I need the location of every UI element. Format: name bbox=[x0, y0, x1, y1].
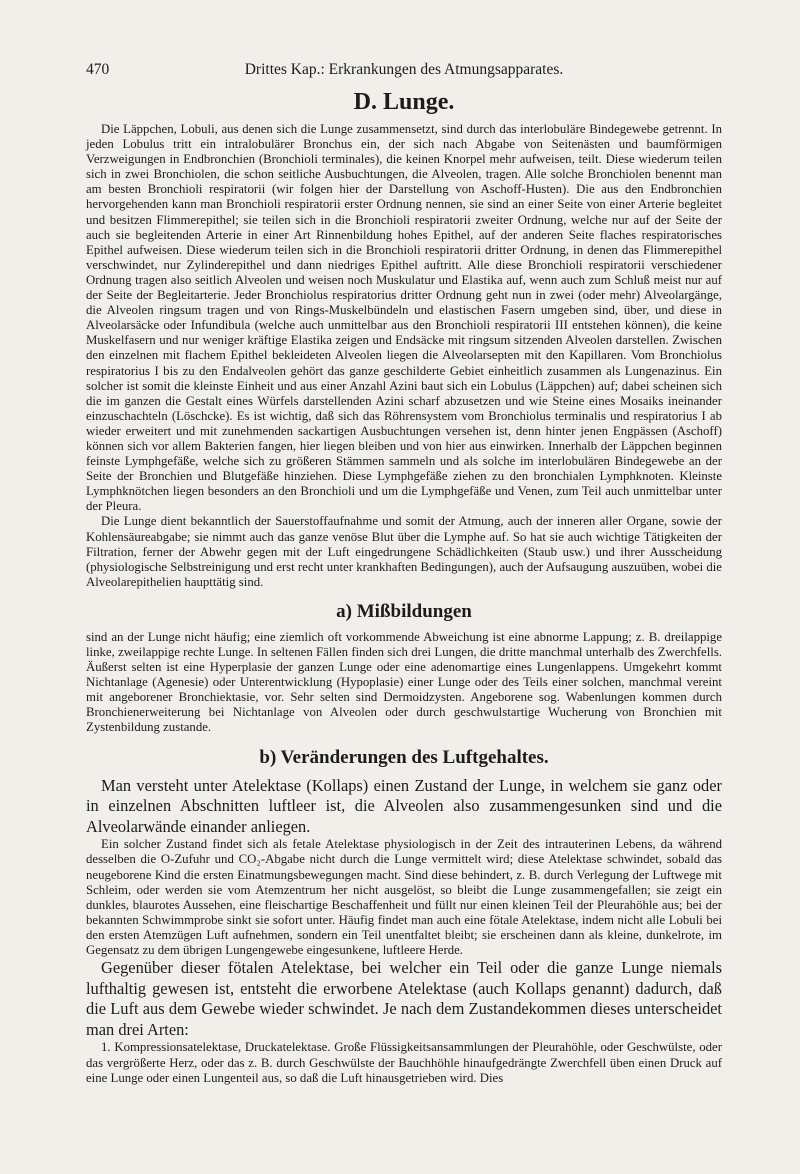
fetale-atelektase-paragraph: Ein solcher Zustand findet sich als fetale Atelektase physiologisch in der Zeit des intrauterinen Lebens, da während desselben die O-Zufuhr und CO₂-Abgabe nicht durch die Lunge vermittelt wird; diese Atelektase schwindet, sobald das neugeborene Kind die ersten Einatmungsbewegungen macht. Sind diese behindert, z. B. durch Verlegung der Luftwege mit Schleim, oder werden sie vom Atemzentrum her nicht ausgelöst, so bleibt die Lunge zusammengefallen; sie zeigt ein dunkles, blaurotes Aussehen, eine fleischartige Beschaffenheit und füllt nur einen kleinen Teil der Pleurahöhle aus; bei der bekannten Schwimmprobe sinkt sie sofort unter. Häufig findet man auch eine fötale Atelektase, indem nicht alle Lobuli bei den ersten Atemzügen Luft aufnehmen, sondern ein Teil unentfaltet bleibt; sie erscheinen dann als kleine, dunkelrote, im Gegensatz zu dem übrigen Lungengewebe eingesunkene, luftleere Herde. bbox=[86, 837, 722, 957]
section-a-paragraph: sind an der Lunge nicht häufig; eine ziemlich oft vorkommende Abweichung ist eine abnorme Lappung; z. B. dreilappige linke, zweilappige rechte Lunge. In seltenen Fällen finden sich drei Lungen, die dritte manchmal unterhalb des Zwerchfells. Äußerst selten ist eine Hyperplasie der ganzen Lunge oder eine adenomartige eines Lungenlappens. Umgekehrt kommt Nichtanlage (Agenesie) oder Unterentwicklung (Hypoplasie) einer Lunge oder des Teils einer solchen, manchmal vereint mit angeborener Bronchiektasie, vor. Sehr selten sind Dermoidzysten. Angeborene sog. Wabenlungen kommen durch Bronchienerweiterung bei Nichtanlage von Alveolen oder durch geschwulstartige Wucherung von Bronchien mit Zystenbildung zustande. bbox=[86, 629, 722, 735]
kompressionsatelektase-paragraph: 1. Kompressionsatelektase, Druckatelektase. Große Flüssigkeitsansammlungen der Pleurahöhle, oder Geschwülste, oder das vergrößerte Herz, oder das z. B. durch Geschwülste der Bauchhöhle hinaufgedrängte Zwerchfell üben einen Druck auf eine Lunge oder einen Lungenteil aus, so daß die Luft hinausgetrieben wird. Dies bbox=[86, 1040, 722, 1085]
chapter-title: D. Lunge. bbox=[353, 89, 455, 115]
intro-paragraph-2: Die Lunge dient bekanntlich der Sauerstoffaufnahme und somit der Atmung, auch der inneren aller Organe, sowie der Kohlensäureabgabe; sie nimmt auch das ganze venöse Blut über die Lymphe auf. So hat sie auch wichtige Tätigkeiten der Filtration, ferner der Abwehr gegen mit der Luft eingedrungene Schädlichkeiten (Staub usw.) und ihrer Ausscheidung (physiologische Selbstreinigung und erst recht unter krankhaften Bedingungen), auch der Aufsaugung auszuüben, wobei die Alveolarepithelien haupttätig sind. bbox=[86, 514, 722, 589]
section-b-heading: b) Veränderungen des Luftgehaltes. bbox=[259, 746, 549, 768]
erworbene-atelektase-paragraph: Gegenüber dieser fötalen Atelektase, bei welcher ein Teil oder die ganze Lunge niemals lufthaltig gewesen ist, entsteht die erworbene Atelektase (auch Kollaps genannt) dadurch, daß die Luft aus dem Gewebe wieder schwindet. Je nach dem Zustandekommen dieses unterscheidet man drei Arten: bbox=[86, 958, 722, 1039]
page-number: 470 bbox=[86, 61, 110, 78]
page-body bbox=[86, 88, 722, 1086]
running-title: Drittes Kap.: Erkrankungen des Atmungsapparates. bbox=[244, 61, 564, 78]
atelektase-definition: Man versteht unter Atelektase (Kollaps) einen Zustand der Lunge, in welchem sie ganz oder in einzelnen Abschnitten luftleer ist, die Alveolen also zusammengesunken sind und die Alveolarwände einander anliegen. bbox=[86, 775, 722, 836]
intro-paragraph-1: Die Läppchen, Lobuli, aus denen sich die Lunge zusammensetzt, sind durch das interlobuläre Bindegewebe getrennt. In jeden Lobulus tritt ein intralobulärer Bronchus ein, der sich nach Abgabe von Seitenästen und baumförmigen Verzweigungen in Endbronchien (Bronchioli terminales), die keinen Knorpel mehr aufweisen, teilt. Diese wiederum teilen sich in zwei Bronchiolen, die schon seitliche Ausbuchtungen, die Alveolen, tragen. Alle solche Bronchiolen benennt man am besten Bronchioli respiratorii (wir folgen hier der Darstellung von Aschoff-Husten). Die aus den Endbronchien hervorgehenden kann man Bronchioli respiratorii erster Ordnung nennen, sie sind an einer Seite von einer Arterie begleitet und besitzen Flimmerepithel; sie teilen sich in die Bronchioli respiratorii zweiter Ordnung, welche nur auf der Seite der auch sie begleitenden Arterie in einer Art Rinnenbildung hohes Epithel, auf der anderen Seite flaches respiratorisches Epithel aufweisen. Diese wiederum teilen sich in die Bronchioli respiratorii dritter Ordnung, in denen das Flimmerepithel verschwindet, nur Zylinderepithel und dann niedriges Epithel auftritt. Alle diese Bronchioli respiratorii verschiedener Ordnung tragen also seitlich Alveolen und weisen noch Muskulatur und Elastika auf, wenn auch zum Schluß meist nur auf der Seite der Begleitarterie. Jeder Bronchiolus respiratorius dritter Ordnung geht nun in zwei (oder mehr) Alveolargänge, die Alveolen ringsum tragen und von Rings-Muskelbündeln und elastischen Fasern umgeben sind, über, und diese in Alveolarsäcke oder Infundibula (welche auch unmittelbar aus den Bronchioli respiratorii III entstehen können), die keine Muskelfasern und nur weniger kräftige Elastika zeigen und Endsäcke mit ringsum sitzenden Alveolen darstellen. Zwischen den einzelnen mit flachem Epithel bekleideten Alveolen liegen die Alveolarsepten mit den Kapillaren. Vom Bronchiolus respiratorius I bis zu den Endalveolen gehört das ganze geschilderte Gebiet einheitlich zusammen als Lungenazinus. Ein solcher ist somit die kleinste Einheit und aus einer Anzahl Azini baut sich ein Lobulus (Läppchen) auf; dabei scheinen sich die im ganzen die Gestalt eines Würfels darstellenden Azini scharf abzusetzen und wie Steine eines Mosaiks ineinander einzuschachteln (Löschcke). Es ist wichtig, daß sich das Röhrensystem vom Bronchiolus terminalis und respiratorius I ab wieder erweitert und mit zunehmenden sackartigen Ausbuchtungen versehen ist, denn hinter jenen Engpässen (Aschoff) können sich vor allem Bakterien fangen, hier liegen bleiben und von hier aus einwirken. Innerhalb der Läppchen beginnen feinste Lymphgefäße, welche sich zu größeren Stämmen sammeln und als solche im interlobulären Bindegewebe an der Seite der Bronchien und Blutgefäße hinziehen. Diese Lymphgefäße ziehen zu den bronchialen Lymphknoten. Kleinste Lymphknötchen liegen besonders an den Bronchioli und um die Lymphgefäße und Venen, zum Teil auch unmittelbar unter der Pleura. bbox=[86, 122, 722, 514]
section-a-heading: a) Mißbildungen bbox=[336, 600, 472, 622]
